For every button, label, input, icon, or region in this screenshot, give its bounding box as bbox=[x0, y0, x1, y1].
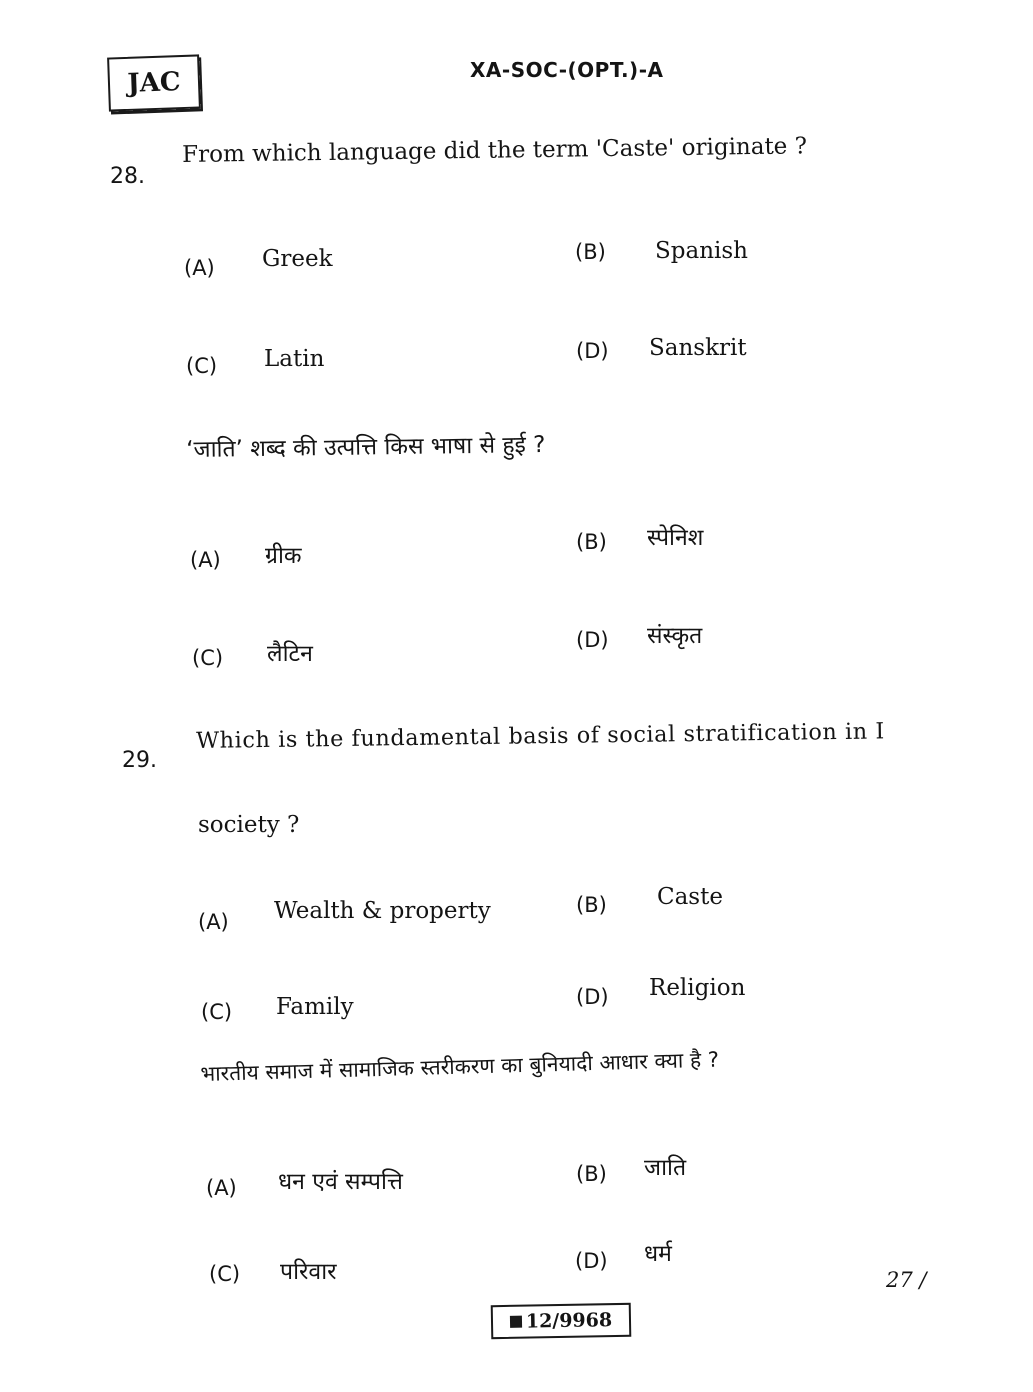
q28-option-c-text: Latin bbox=[264, 346, 325, 372]
q29-hi-option-b-letter: (B) bbox=[576, 1162, 607, 1186]
q29-option-d-letter: (D) bbox=[576, 985, 609, 1009]
q28-option-b-letter: (B) bbox=[575, 240, 606, 264]
q28-hi-option-c-letter: (C) bbox=[192, 646, 224, 670]
paper-code: XA-SOC-(OPT.)-A bbox=[470, 58, 664, 82]
question-29-text-en-line1: Which is the fundamental basis of social stratification in I bbox=[196, 718, 886, 754]
square-bullet-icon bbox=[510, 1316, 522, 1328]
q28-hi-option-d-text: संस्कृत bbox=[647, 623, 703, 649]
jac-logo-box bbox=[107, 54, 201, 111]
q29-hi-option-c-text: परिवार bbox=[280, 1259, 337, 1285]
q28-hi-option-d-letter: (D) bbox=[576, 628, 609, 652]
page-number: 27 / bbox=[886, 1268, 927, 1292]
q29-hi-option-a-text: धन एवं सम्पत्ति bbox=[278, 1169, 403, 1195]
q28-option-d-letter: (D) bbox=[576, 339, 609, 363]
serial-number: 12/9968 bbox=[525, 1309, 613, 1333]
q28-hi-option-a-text: ग्रीक bbox=[265, 543, 302, 569]
q29-hi-option-b-text: जाति bbox=[644, 1155, 687, 1181]
q29-option-a-letter: (A) bbox=[198, 910, 229, 934]
q28-option-b-text: Spanish bbox=[655, 238, 748, 264]
question-29-text-en-line2: society ? bbox=[198, 812, 300, 838]
question-28-text-hi: ‘जाति’ शब्द की उत्पत्ति किस भाषा से हुई ? bbox=[186, 431, 546, 463]
q28-hi-option-b-letter: (B) bbox=[576, 530, 607, 554]
question-28-text-en: From which language did the term 'Caste' originate ? bbox=[182, 133, 808, 168]
q28-hi-option-a-letter: (A) bbox=[190, 548, 221, 572]
jac-logo-text: JAC bbox=[126, 67, 182, 99]
q28-hi-option-b-text: स्पेनिश bbox=[647, 525, 704, 551]
q29-hi-option-a-letter: (A) bbox=[206, 1176, 237, 1200]
q29-option-c-letter: (C) bbox=[201, 1000, 233, 1024]
question-29-number: 29. bbox=[122, 748, 157, 773]
q29-option-d-text: Religion bbox=[649, 975, 746, 1001]
q28-option-c-letter: (C) bbox=[186, 354, 218, 378]
q28-option-a-letter: (A) bbox=[184, 256, 215, 280]
q29-hi-option-c-letter: (C) bbox=[209, 1262, 241, 1286]
q28-hi-option-c-text: लैटिन bbox=[267, 641, 313, 667]
q29-option-c-text: Family bbox=[276, 994, 354, 1020]
q28-option-a-text: Greek bbox=[262, 246, 333, 272]
q29-option-b-letter: (B) bbox=[576, 893, 607, 917]
q28-option-d-text: Sanskrit bbox=[649, 335, 747, 361]
q29-option-a-text: Wealth & property bbox=[274, 898, 491, 924]
q29-hi-option-d-letter: (D) bbox=[575, 1249, 608, 1273]
serial-number-box bbox=[491, 1303, 632, 1339]
q29-option-b-text: Caste bbox=[657, 884, 723, 910]
question-29-text-hi: भारतीय समाज में सामाजिक स्तरीकरण का बुनियादी आधार क्या है ? bbox=[200, 1047, 720, 1086]
question-28-number: 28. bbox=[110, 164, 145, 189]
q29-hi-option-d-text: धर्म bbox=[644, 1241, 672, 1267]
